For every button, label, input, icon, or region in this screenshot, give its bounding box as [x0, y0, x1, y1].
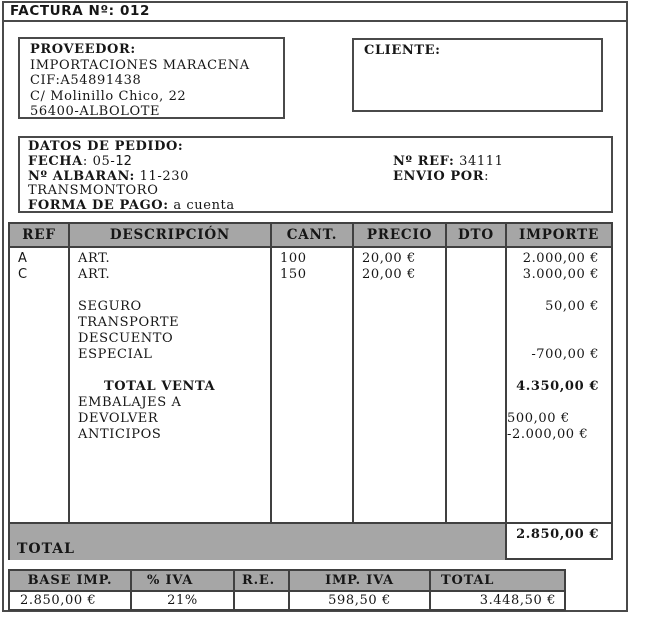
summary-header-row — [10, 571, 564, 592]
cant-value: 150 — [280, 267, 307, 282]
table-header-importe: IMPORTE — [518, 227, 600, 243]
summary-header-base: BASE IMP. — [10, 571, 132, 590]
importe-value: -2.000,00 € — [507, 427, 589, 442]
supplier-city: 56400-ALBOLOTE — [30, 104, 161, 119]
column-dto — [447, 248, 507, 522]
summary-value-total: 3.448,50 € — [479, 593, 556, 608]
order-payment-label: FORMA DE PAGO: — [28, 198, 169, 214]
importe-value — [507, 395, 611, 411]
supplier-box — [18, 37, 285, 119]
table-header-descripcion: DESCRIPCIÓN — [70, 224, 272, 246]
dto-value — [447, 267, 505, 283]
tax-summary-table — [8, 569, 566, 611]
importe-value: 2.000,00 € — [522, 251, 599, 266]
order-payment-value: a cuenta — [173, 198, 235, 214]
total-value: 2.850,00 € — [516, 527, 599, 542]
supplier-name: IMPORTACIONES MARACENA — [30, 57, 250, 73]
order-shipping-label: ENVIO POR — [393, 168, 485, 184]
column-ref — [10, 248, 70, 522]
invoice-title-bar — [2, 1, 628, 22]
order-date-line: FECHA: 05-12 Nº REF: 34111 — [28, 153, 504, 169]
order-ref-line — [393, 155, 503, 170]
invoice-total-row — [10, 524, 611, 560]
summary-header-re: R.E. — [235, 571, 290, 590]
precio-value: 20,00 € — [362, 267, 416, 282]
desc-line: EMBALAJES A — [78, 395, 182, 410]
summary-value-impiva: 598,50 € — [290, 592, 431, 609]
desc-line: ART. — [78, 267, 111, 282]
summary-value-re — [235, 592, 290, 609]
summary-header-iva: % IVA — [132, 571, 235, 590]
column-cant — [272, 248, 354, 522]
client-box — [352, 38, 603, 112]
importe-value: 3.000,00 € — [522, 267, 599, 282]
desc-line: ART. — [78, 251, 111, 266]
dto-value — [447, 251, 505, 267]
desc-line — [70, 283, 270, 299]
order-date-value: 05- — [92, 153, 116, 169]
summary-values-row — [10, 592, 564, 609]
client-label: CLIENTE: — [364, 43, 441, 58]
ref-value: C — [18, 267, 28, 282]
importe-value: -700,00 € — [531, 347, 599, 362]
summary-header-total: TOTAL — [441, 573, 495, 588]
summary-value-base: 2.850,00 € — [10, 592, 132, 609]
invoice-table-body — [10, 248, 611, 524]
table-header-cant: CANT. — [272, 224, 354, 246]
summary-value-iva: 21% — [132, 592, 235, 609]
total-label-cell — [10, 524, 507, 560]
precio-value: 20,00 € — [362, 251, 416, 266]
desc-line-total-venta: TOTAL VENTA — [104, 379, 216, 394]
order-data-label: DATOS DE PEDIDO: — [28, 139, 184, 154]
desc-line: ESPECIAL — [78, 347, 153, 362]
desc-line: ANTICIPOS — [78, 427, 162, 442]
supplier-cif: CIF:A54891438 — [30, 73, 142, 88]
invoice-table — [8, 222, 613, 560]
order-shipping-line: ENVIO POR: — [393, 168, 490, 184]
desc-line: SEGURO — [78, 299, 142, 314]
invoice-table-header — [10, 224, 611, 248]
importe-value: 500,00 € — [507, 411, 570, 426]
order-payment-line — [28, 199, 611, 214]
supplier-label: PROVEEDOR: — [30, 42, 136, 57]
column-precio — [354, 248, 447, 522]
column-descripcion — [70, 248, 272, 522]
order-data-box — [18, 136, 613, 213]
order-ref-label: Nº REF: — [393, 153, 455, 169]
order-ref-value: 34111 — [459, 153, 504, 169]
invoice-title: FACTURA Nº: 012 — [10, 3, 150, 19]
supplier-address: C/ Molinillo Chico, 22 — [30, 88, 187, 104]
summary-header-impiva: IMP. IVA — [290, 571, 431, 590]
importe-value — [507, 283, 611, 299]
importe-value — [507, 315, 611, 331]
desc-line: DESCUENTO — [78, 331, 174, 346]
ref-value: A — [18, 251, 28, 266]
order-carrier: TRANSMONTORO — [28, 183, 159, 199]
table-header-dto: DTO — [447, 224, 507, 246]
importe-value — [507, 363, 611, 379]
table-header-ref: REF — [10, 224, 70, 246]
importe-value: 50,00 € — [545, 299, 599, 314]
cant-value: 100 — [280, 251, 307, 266]
desc-line: DEVOLVER — [78, 411, 159, 426]
desc-line: TRANSPORTE — [78, 315, 180, 330]
table-header-precio: PRECIO — [354, 224, 447, 246]
order-albaran-value: 11-230 — [139, 168, 190, 184]
importe-value-total-venta: 4.350,00 € — [516, 379, 599, 394]
importe-value — [507, 331, 611, 347]
order-date-value-month: 12 — [115, 153, 132, 169]
total-label: TOTAL — [17, 541, 75, 557]
order-albaran-label: Nº ALBARAN: — [28, 168, 135, 184]
column-importe — [507, 248, 611, 522]
order-date-label: FECHA — [28, 153, 83, 169]
desc-line — [70, 363, 270, 379]
order-albaran-line — [28, 170, 611, 185]
